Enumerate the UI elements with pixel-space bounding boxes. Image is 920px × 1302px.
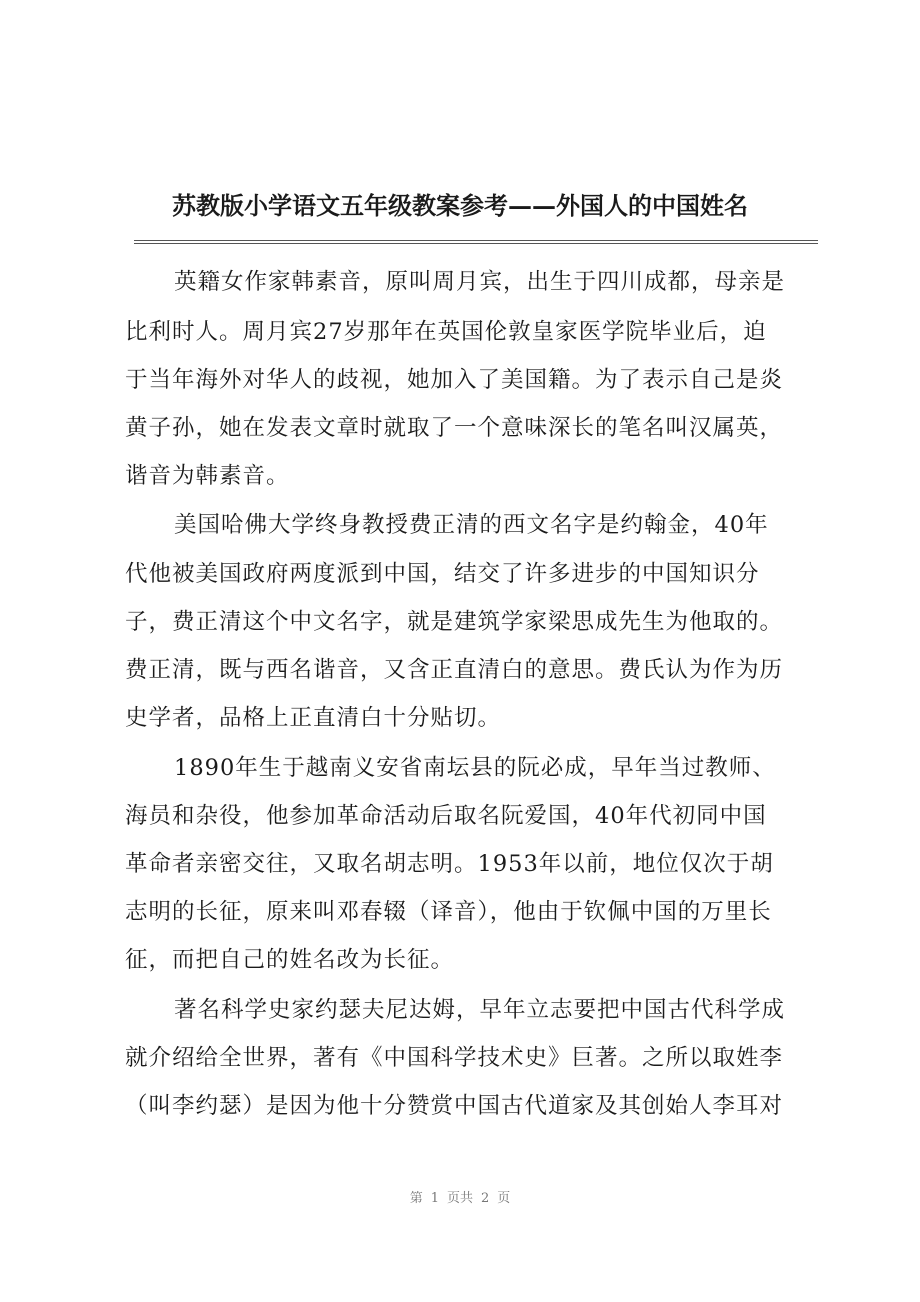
text-line: 于当年海外对华人的歧视，她加入了美国籍。为了表示自己是炎 <box>125 367 784 393</box>
text-line: 比利时人。周月宾27岁那年在英国伦敦皇家医学院毕业后，迫 <box>125 319 767 345</box>
text-line: 征，而把自己的姓名改为长征。 <box>125 947 455 973</box>
text-line: 著名科学史家约瑟夫尼达姆，早年立志要把中国古代科学成 <box>174 997 786 1023</box>
text-line: 革命者亲密交往，又取名胡志明。1953年以前，地位仅次于胡 <box>125 851 774 877</box>
text-line: 费正清，既与西名谐音，又含正直清白的意思。费氏认为作为历 <box>125 657 784 683</box>
text-line: 谐音为韩素音。 <box>125 463 290 489</box>
text-line: 志明的长征，原来叫邓春辍（译音），他由于钦佩中国的万里长 <box>125 899 772 925</box>
footer-middle: 页共 <box>446 1191 473 1206</box>
text-line: 海员和杂役，他参加革命活动后取名阮爱国，40年代初同中国 <box>125 803 767 829</box>
title-divider <box>134 240 818 244</box>
footer-prefix: 第 <box>409 1191 423 1206</box>
text-line: 就介绍给全世界，著有《中国科学技术史》巨著。之所以取姓李 <box>125 1045 784 1071</box>
text-line: 英籍女作家韩素音，原叫周月宾，出生于四川成都，母亲是 <box>174 269 786 295</box>
text-line: 史学者，品格上正直清白十分贴切。 <box>125 705 502 731</box>
page-footer <box>0 1187 920 1206</box>
text-line: 黄子孙，她在发表文章时就取了一个意味深长的笔名叫汉属英， <box>125 415 784 441</box>
text-line: 美国哈佛大学终身教授费正清的西文名字是约翰金，40年 <box>174 512 769 538</box>
text-line: （叫李约瑟）是因为他十分赞赏中国古代道家及其创始人李耳对 <box>125 1093 784 1119</box>
footer-page-number: 1 <box>430 1191 439 1206</box>
text-line: 子，费正清这个中文名字，就是建筑学家梁思成先生为他取的。 <box>125 609 784 635</box>
text-line: 代他被美国政府两度派到中国，结交了许多进步的中国知识分 <box>125 561 760 587</box>
footer-total-pages: 2 <box>481 1191 490 1206</box>
text-line: 1890年生于越南义安省南坛县的阮必成，早年当过教师、 <box>174 755 776 781</box>
footer-suffix: 页 <box>497 1191 511 1206</box>
document-title: 苏教版小学语文五年级教案参考——外国人的中国姓名 <box>172 191 748 220</box>
